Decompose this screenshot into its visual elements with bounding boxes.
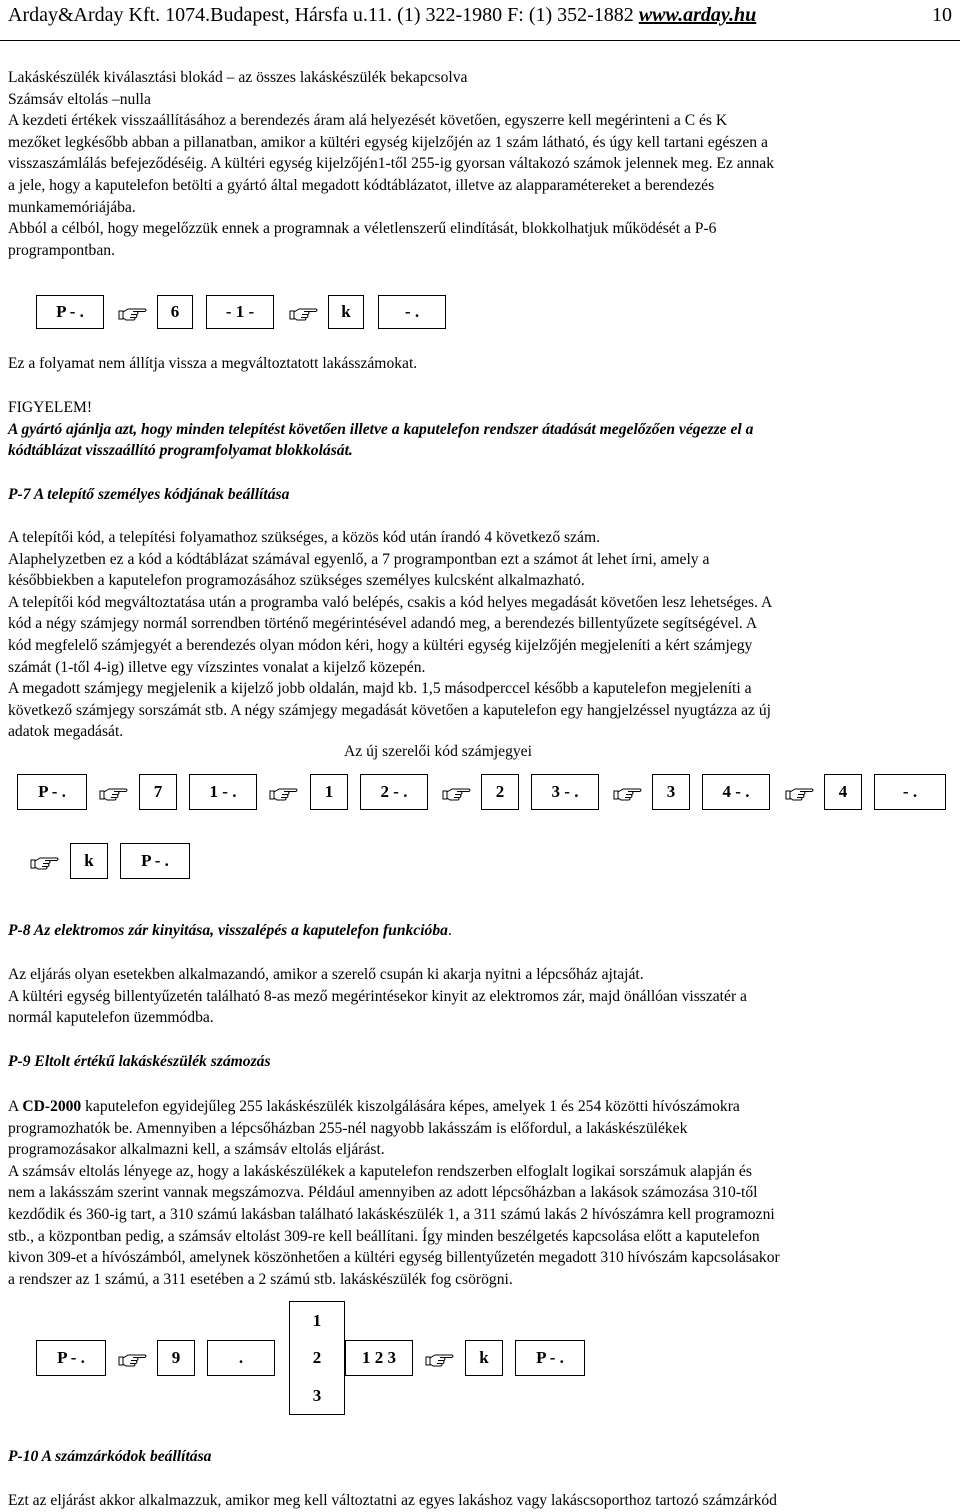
intro-line: visszaszámlálás befejeződéséig. A kültéri egység kijelzőjén1-től 255-ig gyorsan váltakozó számok jelennek meg. Ez annak bbox=[8, 155, 775, 173]
p7-line: A telepítői kód, a telepítési folyamathoz szükséges, a közös kód után írandó 4 következő szám. bbox=[8, 529, 600, 546]
key-display: . bbox=[207, 1340, 275, 1376]
key-display: 4 - . bbox=[702, 774, 770, 810]
website-link[interactable]: www.arday.hu bbox=[638, 4, 757, 26]
p8-section bbox=[8, 920, 952, 942]
header-divider bbox=[0, 40, 960, 41]
p9-section bbox=[8, 1051, 952, 1073]
pointing-hand-icon bbox=[289, 303, 319, 323]
p8-body bbox=[8, 964, 952, 1029]
p7-title: P-7 A telepítő személyes kódjának beállítása bbox=[8, 486, 290, 503]
intro-line: a jele, hogy a kaputelefon betölti a gyártó által megadott kódtáblázatot, illetve az alapparamétereket a berendezés bbox=[8, 176, 715, 194]
p9-line1-post: kaputelefon egyidejűleg 255 lakáskészülék kiszolgálására képes, amelyek 1 és 254 közötti hívószámokra bbox=[81, 1098, 740, 1115]
p10-line: Ezt az eljárást akkor alkalmazzuk, amikor meg kell változtatni az egyes lakáshoz vagy lakáscsoporthoz tartozó számzárkód bbox=[8, 1492, 777, 1509]
key-digit: 6 bbox=[157, 295, 193, 329]
key-digit: 3 bbox=[652, 774, 690, 810]
key-digit: 1 bbox=[310, 774, 348, 810]
p9-line1-pre: A bbox=[8, 1098, 23, 1115]
pointing-hand-icon bbox=[425, 1349, 455, 1369]
p10-section bbox=[8, 1446, 952, 1468]
pointing-hand-icon bbox=[99, 783, 129, 803]
p9-line: stb., a központban pedig, a számsáv eltolást 309-re kell beállítani. Így minden beszélgetés kapcsolása előtt a kaputelefon bbox=[8, 1227, 760, 1245]
p8-title-suffix: . bbox=[447, 922, 452, 939]
p9-line: kivon 309-et a hívószámból, amelynek köszönhetően a kültéri egység billentyűzetén megadott 310 hívószám kapcsolásakor bbox=[8, 1249, 780, 1267]
pointing-hand-icon bbox=[442, 783, 472, 803]
key-p: P - . bbox=[515, 1340, 585, 1376]
key-digit: 9 bbox=[157, 1340, 195, 1376]
p7-body bbox=[8, 527, 952, 743]
p7-line: kód megfelelő számjegyét a berendezés olyan módon kéri, hogy a kültéri egység kijelzőjén megjeleníti a kért számjegy bbox=[8, 636, 753, 654]
warning-line: kódtáblázat visszaállító programfolyamat blokkolását. bbox=[8, 442, 353, 460]
key-digit: 7 bbox=[139, 774, 177, 810]
p8-line: A kültéri egység billentyűzetén található 8-as mező megérintésekor kinyit az elektromos zár, majd önállóan visszatér a bbox=[8, 987, 747, 1005]
intro-line: mezőket legkésőbb abban a pillanatban, amikor a kültéri egység kijelzőjén az 1 szám látható, és úgy kell tartani egészen a bbox=[8, 133, 768, 151]
company-info: Arday&Arday Kft. 1074.Budapest, Hársfa u.11. (1) 322-1980 F: (1) 352-1882 bbox=[8, 4, 639, 26]
note-text: Ez a folyamat nem állítja vissza a megváltoztatott lakásszámokat. bbox=[8, 355, 418, 372]
p10-body bbox=[8, 1490, 952, 1512]
p7-section bbox=[8, 484, 952, 506]
warning-section bbox=[8, 397, 952, 462]
p7-line: következő számjegy sorszámát stb. A négy számjegy megadását követően a kaputelefon egy hangjelzéssel nyugtázza az új bbox=[8, 701, 771, 719]
intro-line: A kezdeti értékek visszaállításához a berendezés áram alá helyezését követően, egyszerre kell megérinteni a C és K bbox=[8, 112, 728, 130]
key-p: P - . bbox=[36, 295, 104, 329]
intro-line: Számsáv eltolás –nulla bbox=[8, 90, 151, 108]
intro-line: munkamemóriájába. bbox=[8, 198, 136, 216]
column-digit: 2 bbox=[312, 1348, 322, 1368]
key-display: - . bbox=[378, 295, 446, 329]
product-name: CD-2000 bbox=[22, 1098, 82, 1115]
p7-line: A telepítői kód megváltoztatása után a programba való belépés, csakis a kód helyes megadását követően lesz lehetséges. A bbox=[8, 593, 773, 611]
key-display: 1 2 3 bbox=[345, 1340, 413, 1376]
p7-line: számát (1-től 4-ig) illetve egy vízszintes vonalat a kijelző közepén. bbox=[8, 658, 426, 676]
page-header bbox=[8, 2, 952, 28]
key-p: P - . bbox=[120, 843, 190, 879]
key-p: P - . bbox=[36, 1340, 106, 1376]
key-display: 2 - . bbox=[360, 774, 428, 810]
pointing-hand-icon bbox=[269, 783, 299, 803]
p8-line: Az eljárás olyan esetekben alkalmazandó, amikor a szerelő csupán ki akarja nyitni a lépcsőház ajtaját. bbox=[8, 966, 644, 983]
key-k: k bbox=[70, 843, 108, 879]
p7-line: adatok megadását. bbox=[8, 723, 124, 741]
warning-title: FIGYELEM! bbox=[8, 399, 93, 416]
p7-line: A megadott számjegy megjelenik a kijelző jobb oldalán, majd kb. 1,5 másodperccel később a kaputelefon megjeleníti a bbox=[8, 680, 752, 698]
p8-title: P-8 Az elektromos zár kinyitása, visszalépés a kaputelefon funkcióba bbox=[8, 922, 448, 939]
key-k: k bbox=[465, 1340, 503, 1376]
p7-caption: Az új szerelői kód számjegyei bbox=[344, 743, 532, 760]
p10-title: P-10 A számzárkódok beállítása bbox=[8, 1448, 212, 1465]
p9-body bbox=[8, 1096, 952, 1290]
p9-line: a rendszer az 1 számú, a 311 esetében a 2 számú stb. lakáskészülék fog csörögni. bbox=[8, 1270, 513, 1288]
key-display: 1 - . bbox=[189, 774, 257, 810]
intro-line: programpontban. bbox=[8, 241, 115, 259]
p9-line: programozhatók be. Amennyiben a lépcsőházban 255-nél nagyobb lakásszám is előfordul, a lakáskészülékek bbox=[8, 1119, 688, 1137]
warning-line: A gyártó ajánlja azt, hogy minden telepítést követően illetve a kaputelefon rendszer átadását megelőzően végezze el a bbox=[8, 420, 754, 438]
intro-line: Abból a célból, hogy megelőzzük ennek a programnak a véletlenszerű elindítását, blokkolhatjuk működését a P-6 bbox=[8, 220, 717, 238]
pointing-hand-icon bbox=[785, 783, 815, 803]
page-number: 10 bbox=[932, 4, 952, 26]
p7-line: kód a négy számjegy normál sorrendben történő megérintésével adandó meg, a berendezés billentyűzete segítségével. A bbox=[8, 615, 758, 633]
pointing-hand-icon bbox=[118, 1349, 148, 1369]
column-digit: 1 bbox=[312, 1310, 322, 1330]
p9-line: kezdődik és 360-ig tart, a 310 számú lakásban található lakáskészülék 1, a 311 számú lakás 2 hívószámra kell programozni bbox=[8, 1205, 775, 1223]
column-digit: 3 bbox=[312, 1385, 322, 1405]
key-digit: 2 bbox=[481, 774, 519, 810]
intro-section bbox=[8, 67, 952, 261]
key-display: 3 - . bbox=[531, 774, 599, 810]
p7-line: Alaphelyzetben ez a kód a kódtáblázat számával egyenlő, a 7 programpontban ezt a számot át lehet írni, amely a bbox=[8, 550, 710, 568]
p8-line: normál kaputelefon üzemmódba. bbox=[8, 1009, 214, 1027]
pointing-hand-icon bbox=[30, 852, 60, 872]
key-p: P - . bbox=[17, 774, 87, 810]
key-k: k bbox=[328, 295, 364, 329]
pointing-hand-icon bbox=[118, 303, 148, 323]
key-display: - . bbox=[874, 774, 946, 810]
key-digit: 4 bbox=[824, 774, 862, 810]
pointing-hand-icon bbox=[613, 783, 643, 803]
intro-line: Lakáskészülék kiválasztási blokád – az összes lakáskészülék bekapcsolva bbox=[8, 69, 468, 86]
key-column bbox=[289, 1301, 345, 1415]
key-display: - 1 - bbox=[206, 295, 274, 329]
note-section bbox=[8, 353, 952, 375]
p9-line: programozásakor alkalmazni kell, a számsáv eltolás eljárást. bbox=[8, 1141, 385, 1159]
p7-line: későbbiekben a kaputelefon programozásához szükséges személyes kulcsként alkalmazható. bbox=[8, 572, 585, 590]
p9-line: A számsáv eltolás lényege az, hogy a lakáskészülékek a kaputelefon rendszerben elfoglalt logikai sorszámuk alapján és bbox=[8, 1162, 752, 1180]
p9-title: P-9 Eltolt értékű lakáskészülék számozás bbox=[8, 1053, 271, 1070]
p9-line: nem a lakásszám szerint vannak megszámozva. Például amennyiben az adott lépcsőházban a lakások számozása 310-től bbox=[8, 1184, 758, 1202]
